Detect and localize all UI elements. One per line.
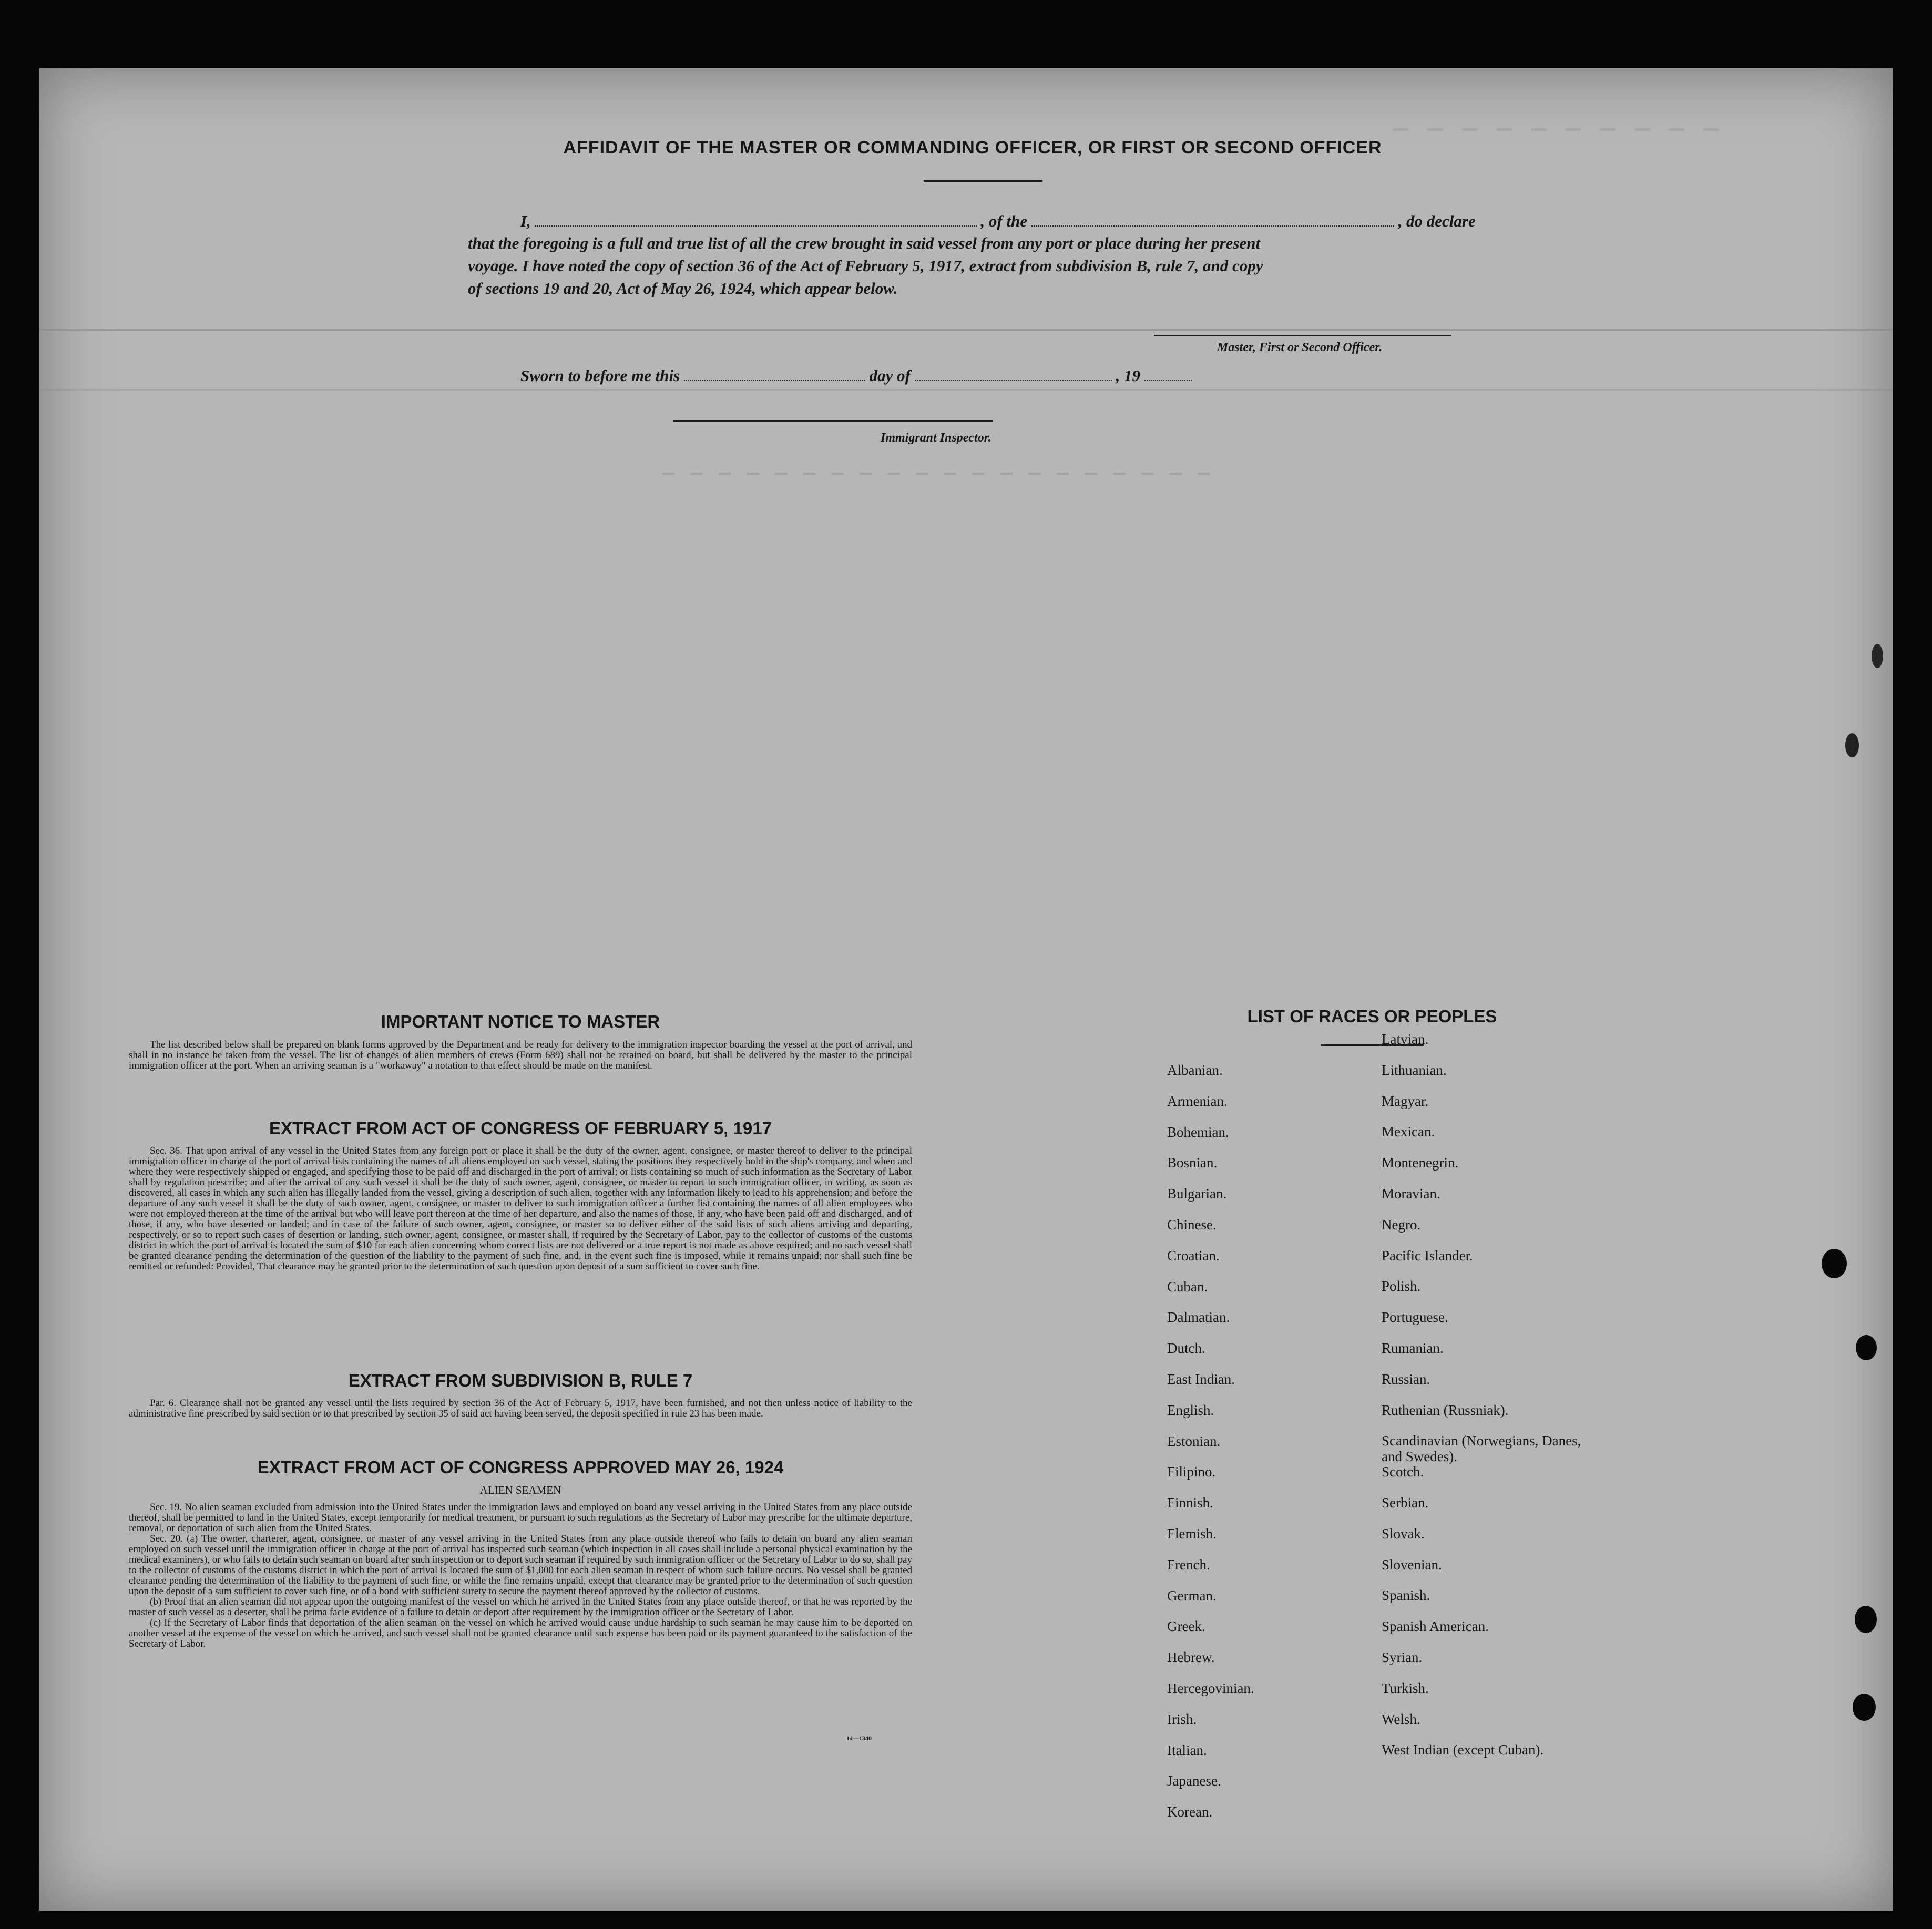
section-19-paragraph: Sec. 19. No alien seaman excluded from admission into the United States under the immigration laws and employed on board any vessel arriving in the United States from any place outside thereof, shall be permitted to land in the United States, except temporarily for medical treatment, or pursuant to such regulations as the Secretary of Labor may prescribe for the ultimate departure, removal, or deportation of such alien from the United States. <box>129 1502 912 1534</box>
declaration-line-2: that the foregoing is a full and true list of all the crew brought in said vessel from any port or place during her present <box>468 234 1261 252</box>
day-of-text: day of <box>869 366 911 385</box>
bleed-through-line <box>39 329 1893 331</box>
race-item: Negro. <box>1382 1216 1421 1233</box>
race-item: Scotch. <box>1382 1464 1424 1480</box>
race-item: Greek. <box>1167 1618 1205 1635</box>
race-item: Latvian. <box>1382 1031 1429 1047</box>
extract-1924-title: EXTRACT FROM ACT OF CONGRESS APPROVED MAY 26, 1924 <box>257 1458 784 1477</box>
race-item: Lithuanian. <box>1382 1062 1447 1078</box>
race-item: Slovenian. <box>1382 1556 1442 1573</box>
race-item: Irish. <box>1167 1711 1197 1727</box>
section-36-paragraph: Sec. 36. That upon arrival of any vessel in the United States from any foreign port or place it shall be the duty of the owner, agent, consignee, or master thereof to deliver to the principal immigration officer in charge of the port of arrival lists containing the names of all aliens employed on such vessel, stating the positions they respectively hold in the ship's company, and when and where they were respectively shipped or engaged, and specifying those to be paid off and discharged in the port of arrival; or lists containing so much of such information as the Secretary of Labor shall by regulation prescribe; and after the arrival of any such vessel it shall be the duty of such owner, agent, consignee, or master to report to such immigration officer, in writing, as soon as discovered, all cases in which any such alien has illegally landed from the vessel, giving a description of such alien, together with any information likely to lead to his apprehension; and before the departure of any such vessel it shall be the duty of such owner, agent, consignee, or master to deliver to such immigration officer a further list containing the names of all alien employees who were not employed thereon at the time of the arrival but who will leave port thereon at the time of her departure, and also the names of those, if any, who have been paid off and discharged, and of those, if any, who have deserted or landed; and in case of the failure of such owner, agent, consignee, or master so to deliver either of the said lists of such aliens arriving and departing, respectively, or so to report such cases of desertion or landing, such owner, agent, consignee, or master shall, if required by the Secretary of Labor, pay to the collector of customs of the customs district in which the port of arrival is located the sum of $10 for each alien concerning whom correct lists are not delivered or a true report is not made as above required; and no such vessel shall be granted clearance pending the determination of the question of the liability to the payment of such fine, and, in the event such fine is imposed, while it remains unpaid; nor shall such fine be remitted or refunded: Provided, That clearance may be granted prior to the determination of such question upon deposit of a sum sufficient to cover such fine. <box>129 1145 912 1272</box>
race-item: Cuban. <box>1167 1278 1208 1295</box>
declaration-line-3: voyage. I have noted the copy of section 36 of the Act of February 5, 1917, extract from subdivision B, rule 7, and copy <box>468 256 1263 275</box>
rule-7-body <box>129 1398 912 1419</box>
races-right-column <box>1382 1024 1587 1766</box>
race-item: Moravian. <box>1382 1185 1440 1202</box>
section-20c-paragraph: (c) If the Secretary of Labor finds that deportation of the alien seaman on the vessel on which he arrived would cause undue hardship to such seaman he may cause him to be deported on another vessel at the expense of the vessel on which he arrived, and such vessel shall not be granted clearance until such expense has been paid or its payment guaranteed to the satisfaction of the Secretary of Labor. <box>129 1617 912 1649</box>
notice-title: IMPORTANT NOTICE TO MASTER <box>381 1012 660 1031</box>
bleed-through-text: — — — — — — — — — — — — — — — — — — — — <box>662 463 1212 485</box>
extract-1917-title: EXTRACT FROM ACT OF CONGRESS OF FEBRUARY 5, 1917 <box>269 1119 772 1138</box>
race-item: Korean. <box>1167 1804 1213 1820</box>
race-item: Japanese. <box>1167 1773 1221 1789</box>
punch-hole <box>1872 644 1883 668</box>
notice-body <box>129 1040 912 1071</box>
race-item: Armenian. <box>1167 1093 1228 1109</box>
race-item: Ruthenian (Russniak). <box>1382 1402 1509 1418</box>
do-declare-text: , do declare <box>1398 212 1476 230</box>
race-item: Hebrew. <box>1167 1649 1215 1666</box>
race-item: West Indian (except Cuban). <box>1382 1742 1544 1758</box>
master-signature-line[interactable] <box>1154 335 1451 336</box>
title-underline <box>924 180 1042 182</box>
year-prefix: , 19 <box>1116 366 1140 385</box>
race-item: Finnish. <box>1167 1495 1213 1511</box>
race-item: Polish. <box>1382 1278 1421 1295</box>
race-item: Russian. <box>1382 1371 1430 1387</box>
race-item: Bohemian. <box>1167 1124 1229 1140</box>
section-20b-paragraph: (b) Proof that an alien seaman did not appear upon the outgoing manifest of the vessel on which he arrived in the United States from any place outside thereof, or that he was reported by the master of such vessel as a deserter, shall be prima facie evidence of a failure to detain or deport after requirement by the immigration officer or the Secretary of Labor. <box>129 1596 912 1618</box>
race-item: Bosnian. <box>1167 1155 1218 1171</box>
declarant-name-field[interactable] <box>535 225 977 227</box>
bleed-through-line <box>39 389 1893 391</box>
rule-7-title: EXTRACT FROM SUBDIVISION B, RULE 7 <box>348 1371 693 1390</box>
race-item: Portuguese. <box>1382 1309 1448 1326</box>
race-item: Spanish. <box>1382 1587 1430 1604</box>
sworn-day-field[interactable] <box>684 380 865 381</box>
race-item: Flemish. <box>1167 1525 1217 1542</box>
race-item: Hercegovinian. <box>1167 1680 1254 1696</box>
race-item: Spanish American. <box>1382 1618 1489 1635</box>
race-item: Mexican. <box>1382 1124 1435 1140</box>
declaration-line-1 <box>520 212 1476 231</box>
race-item: Montenegrin. <box>1382 1155 1459 1171</box>
punch-hole <box>1845 733 1859 757</box>
race-item: Dutch. <box>1167 1340 1205 1357</box>
declarant-prefix: I, <box>520 212 531 230</box>
race-item: Magyar. <box>1382 1093 1429 1109</box>
race-item: Pacific Islander. <box>1382 1247 1473 1264</box>
race-item: Dalmatian. <box>1167 1309 1230 1326</box>
race-item: Turkish. <box>1382 1680 1429 1696</box>
section-20a-paragraph: Sec. 20. (a) The owner, charterer, agent, consignee, or master of any vessel arriving in the United States from any place outside thereof who fails to detain on board any alien seaman employed on such vessel until the immigration officer in charge at the port of arrival has inspected such seaman (which inspection in all cases shall include a personal physical examination by the medical examiners), or who fails to detain such seaman on board after such inspection or to deport such seaman if required by such immigration officer or the Secretary of Labor to do so, shall pay to the collector of customs of the customs district in which the port of arrival is located the sum of $1,000 for each alien seaman in respect of whom such failure occurs. No vessel shall be granted clearance pending the determination of the liability to the payment of such fine, or while the fine remains unpaid, except that clearance may be granted prior to the determination of such question upon the deposit of a sum sufficient to cover such fine, or of a bond with sufficient surety to secure the payment thereof approved by the collector of customs. <box>129 1533 912 1597</box>
extract-1917-body <box>129 1146 912 1272</box>
race-item: French. <box>1167 1556 1210 1573</box>
race-item: Welsh. <box>1382 1711 1420 1727</box>
vessel-name-field[interactable] <box>1031 225 1394 227</box>
race-item: Serbian. <box>1382 1494 1429 1511</box>
race-item: Croatian. <box>1167 1247 1220 1264</box>
inspector-signature-line[interactable] <box>673 420 993 422</box>
sworn-line <box>520 366 1192 385</box>
extract-1924-body <box>129 1502 912 1649</box>
race-item: Filipino. <box>1167 1464 1216 1480</box>
sworn-month-field[interactable] <box>915 380 1112 381</box>
punch-hole <box>1853 1694 1876 1721</box>
inspector-signature-caption: Immigrant Inspector. <box>881 431 991 445</box>
race-item: Chinese. <box>1167 1216 1217 1233</box>
race-item: Bulgarian. <box>1167 1186 1227 1202</box>
of-the-text: , of the <box>980 212 1028 230</box>
master-signature-caption: Master, First or Second Officer. <box>1217 341 1383 354</box>
punch-hole <box>1855 1606 1877 1633</box>
race-item: Scandinavian (Norwegians, Danes, and Swedes). <box>1382 1433 1581 1465</box>
race-item: Syrian. <box>1382 1649 1423 1665</box>
race-item: German. <box>1167 1587 1217 1604</box>
race-item: English. <box>1167 1402 1214 1418</box>
races-left-column <box>1167 1055 1254 1828</box>
alien-seamen-subtitle: ALIEN SEAMEN <box>479 1484 561 1496</box>
races-title: LIST OF RACES OR PEOPLES <box>1247 1007 1497 1026</box>
declaration-line-4: of sections 19 and 20, Act of May 26, 1924, which appear below. <box>468 279 898 297</box>
race-item: East Indian. <box>1167 1371 1235 1387</box>
race-item: Rumanian. <box>1382 1340 1444 1356</box>
form-number: 14—1340 <box>846 1735 872 1742</box>
sworn-text: Sworn to before me this <box>520 366 680 385</box>
race-item: Italian. <box>1167 1742 1207 1758</box>
sworn-year-field[interactable] <box>1144 380 1192 381</box>
bleed-through-text: — — — — — — — — — — <box>1393 116 1721 144</box>
race-item: Slovak. <box>1382 1525 1425 1542</box>
notice-paragraph: The list described below shall be prepared on blank forms approved by the Department and be ready for delivery to the immigration inspector boarding the vessel at the port of arrival, and shall in no instance be taken from the vessel. The list of changes of alien members of crews (Form 689) shall not be retained on board, but shall be delivered by the master to the principal immigration officer at the port. When an arriving seaman is a "workaway" a notation to that effect should be made on the manifest. <box>129 1039 912 1071</box>
race-item: Albanian. <box>1167 1062 1223 1078</box>
race-item: Estonian. <box>1167 1433 1221 1449</box>
punch-hole <box>1822 1249 1847 1278</box>
punch-hole <box>1856 1335 1877 1360</box>
rule-7-paragraph: Par. 6. Clearance shall not be granted any vessel until the lists required by section 36 of the Act of February 5, 1917, have been furnished, and not then unless notice of liability to the administrative fine prescribed by said section or to that prescribed by section 35 of said act having been served, the deposit specified in rule 23 has been made. <box>129 1398 912 1419</box>
affidavit-title: AFFIDAVIT OF THE MASTER OR COMMANDING OFFICER, OR FIRST OR SECOND OFFICER <box>563 138 1382 158</box>
